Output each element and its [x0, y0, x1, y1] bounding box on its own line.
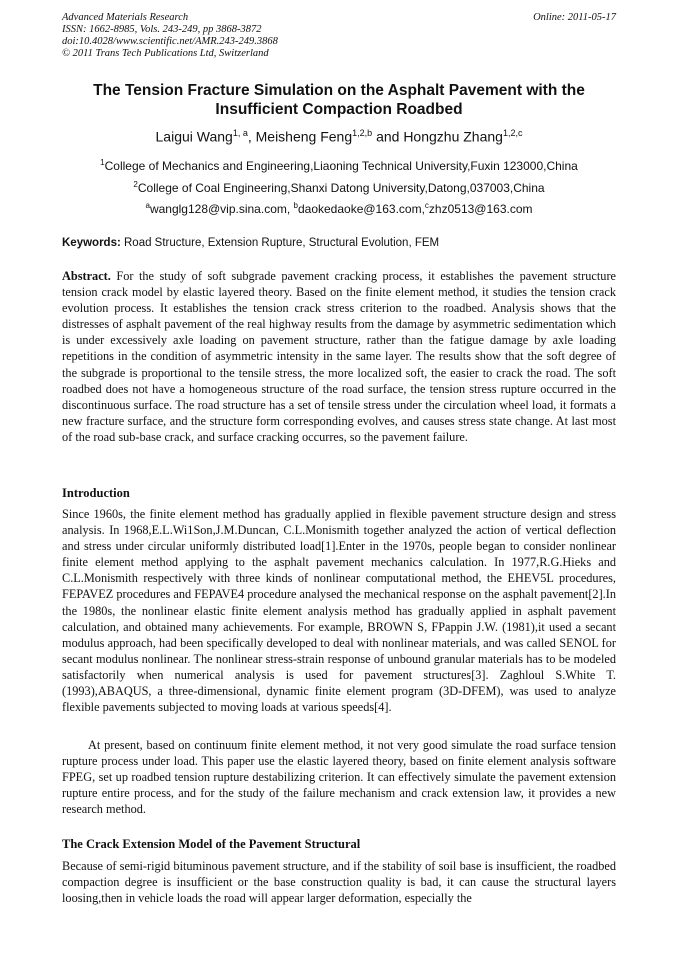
keywords-label: Keywords:	[62, 237, 121, 249]
author-name: Hongzhu Zhang	[403, 128, 503, 145]
section-heading-crack-model: The Crack Extension Model of the Pavement Structural	[62, 837, 361, 851]
author-conjunction: and	[376, 128, 400, 145]
issn-line: ISSN: 1662-8985, Vols. 243-249, pp 3868-3872	[62, 24, 262, 35]
journal-name: Advanced Materials Research	[62, 12, 189, 23]
email-text: daokedaoke@163.com,	[297, 202, 425, 216]
affiliation-sup: 1	[100, 158, 105, 167]
author-affil-sup: 1, a	[232, 128, 248, 138]
email-sup: c	[424, 201, 429, 210]
author-name: Laigui Wang	[155, 128, 233, 145]
affiliation-sup: 2	[133, 180, 138, 189]
author-name: Meisheng Feng	[255, 128, 353, 145]
abstract-text: For the study of soft subgrade pavement cracking process, it establishes the pavement structure tension crack model by elastic layered theory. Based on the finite element method, it studies the tension crack evolution process. It establishes the tension crack stress criterion to the roadbed. Analysis shows that the distresses of asphalt pavement of the real highway results from the damage by asymmetric sedimentation which is under excessively axle loading on pavement structure, rather than the fatigue damage by axle loading repetitions in the condition of asymmetric intensity in the same layer. The results show that the soft degree of the subgrade is proportional to the tensile stress, the more localized soft, the easier to crack the road. The soft roadbed does not have a homogeneous structure of the road surface, the tension stress rupture occurred in the discontinuous surface. The road structure has a set of tensile stress under the circulation wheel load, it formats a new fracture surface, and the structure form corresponding evolves, and causes stress state change. At last most of the road sub-base crack, and surface cracking occurres, so the pavement failure.	[62, 269, 616, 444]
author-affil-sup: 1,2,b	[352, 128, 373, 138]
copyright-line: © 2011 Trans Tech Publications Ltd, Switzerland	[62, 48, 269, 59]
email-text: zhz0513@163.com	[428, 202, 533, 216]
paragraph: Since 1960s, the finite element method has gradually applied in flexible pavement structure design and stress analysis. In 1968,E.L.Wi1Son,J.M.Duncan, C.L.Monismith together analyzed the action of vertical deflection and stress under circular uniformly distributed load[1].Enter in the 1970s, people began to consider nonlinear finite element method applying to the asphalt pavement mechanics calculation. In 1977,R.G.Hieks and C.L.Monismith respectively with three kinds of nonlinear computational method, the EHEV5L procedures, FEPAVEZ procedures and FEPAVE4 procedure analysed the mechanical response on the asphalt pavement[2].In the 1980s, the nonlinear elastic finite element analysis method has gradually applied in asphalt pavement calculation, and obtained many achievements. For example, BROWN S, FPappin J.W. (1981),it used a secant modulus approach, had been specifically developed to deal with nonlinear materials, and was called SENOL for secant modulus nonlinear. The nonlinear stress-strain response of unbound granular materials has to be modeled satisfactorily when numerical analysis is used for pavement structures[3]. Zaghloul S.White T. (1993),ABAQUS, a three-dimensional, dynamic finite element program (3D-DFEM), was used to analyze flexible pavements subjected to moving loads at various speeds[4].	[62, 507, 616, 715]
affiliation-text: College of Coal Engineering,Shanxi Datong University,Datong,037003,China	[137, 181, 545, 195]
affiliation-1	[62, 158, 616, 173]
keywords-text: Road Structure, Extension Rupture, Structural Evolution, FEM	[124, 237, 440, 249]
author-line	[62, 128, 616, 145]
author-emails	[62, 201, 616, 216]
paper-title: The Tension Fracture Simulation on the Asphalt Pavement with the Insufficient Compaction Roadbed	[93, 82, 585, 118]
abstract	[62, 268, 616, 445]
keywords	[62, 237, 616, 249]
email-sup: a	[145, 201, 150, 210]
paragraph: At present, based on continuum finite element method, it not very good simulate the road surface tension rupture process under load. This paper use the elastic layered theory, based on finite element analysis software FPEG, set up roadbed tension rupture destabilizing criterion. It can effectively simulate the pavement extension rupture entire process, and for the study of the failure mechanism and crack extension law, it provides a new research method.	[62, 738, 616, 817]
paragraph: Because of semi-rigid bituminous pavement structure, and if the stability of soil base is insufficient, the roadbed compaction degree is insufficient or the base construction quality is bad, it can cause the structural layers loosing,then in vehicle loads the road will appear larger deformation, especially the	[62, 859, 616, 906]
section-heading-introduction: Introduction	[62, 486, 130, 500]
affiliation-2	[62, 180, 616, 195]
author-affil-sup: 1,2,c	[502, 128, 523, 138]
journal-header	[62, 12, 278, 60]
online-date: Online: 2011-05-17	[533, 12, 616, 23]
abstract-label: Abstract.	[62, 269, 111, 283]
doi-line: doi:10.4028/www.scientific.net/AMR.243-249.3868	[62, 36, 278, 47]
email-text: wanglg128@vip.sina.com,	[149, 202, 294, 216]
author-separator: ,	[247, 128, 252, 145]
email-sup: b	[293, 201, 298, 210]
affiliation-text: College of Mechanics and Engineering,Liaoning Technical University,Fuxin 123000,China	[104, 159, 578, 173]
